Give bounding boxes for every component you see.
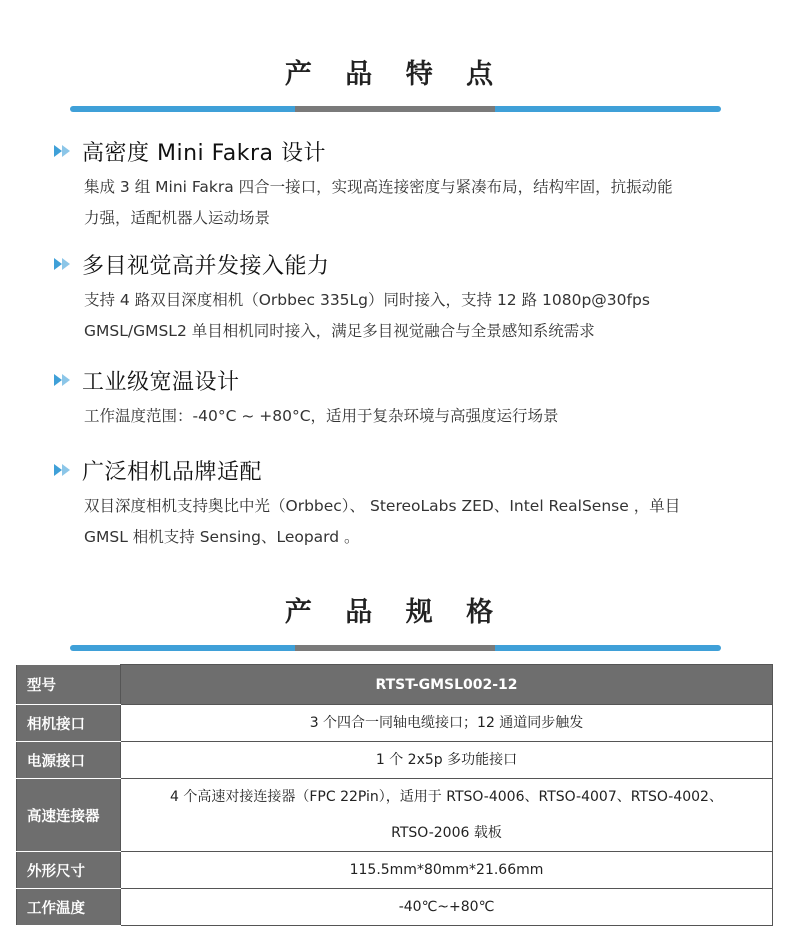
table-row	[17, 889, 773, 926]
feature-item	[54, 365, 744, 432]
table-row	[17, 705, 773, 742]
feature-title: 多目视觉高并发接入能力	[82, 253, 330, 279]
spec-value: -40℃~+80℃	[121, 889, 773, 926]
spec-table	[16, 664, 773, 926]
table-row	[17, 779, 773, 852]
feature-description: 支持 4 路双目深度相机（Orbbec 335Lg）同时接入，支持 12 路 1080p@30fps GMSL/GMSL2 单目相机同时接入，满足多目视觉融合与全景感知系统需求	[84, 291, 650, 340]
specs-title: 产 品 规 格	[284, 597, 506, 628]
feature-item	[54, 249, 744, 347]
spec-label: 高速连接器	[17, 779, 121, 852]
double-arrow-icon	[54, 145, 72, 157]
features-title-underline	[70, 106, 721, 112]
table-row	[17, 665, 773, 705]
spec-value: 3 个四合一同轴电缆接口；12 通道同步触发	[121, 705, 773, 742]
feature-description: 集成 3 组 Mini Fakra 四合一接口，实现高连接密度与紧凑布局，结构牢固，抗振动能 力强，适配机器人运动场景	[84, 178, 673, 227]
table-row	[17, 742, 773, 779]
spec-label: 工作温度	[17, 889, 121, 926]
feature-description: 双目深度相机支持奥比中光（Orbbec）、 StereoLabs ZED、Intel RealSense ，单目 GMSL 相机支持 Sensing、Leopard 。	[84, 497, 681, 546]
spec-label: 外形尺寸	[17, 852, 121, 889]
feature-title: 高密度 Mini Fakra 设计	[82, 140, 327, 166]
double-arrow-icon	[54, 374, 72, 386]
spec-value: 1 个 2x5p 多功能接口	[121, 742, 773, 779]
feature-title: 广泛相机品牌适配	[82, 459, 263, 485]
spec-label: 相机接口	[17, 705, 121, 742]
spec-value: 4 个高速对接连接器（FPC 22Pin），适用于 RTSO-4006、RTSO-4007、RTSO-4002、 RTSO-2006 载板	[121, 779, 773, 852]
feature-title: 工业级宽温设计	[82, 369, 240, 395]
spec-value: RTST-GMSL002-12	[121, 665, 773, 705]
features-title: 产 品 特 点	[284, 59, 506, 90]
feature-description: 工作温度范围：-40°C ~ +80°C，适用于复杂环境与高强度运行场景	[84, 407, 559, 425]
double-arrow-icon	[54, 464, 72, 476]
spec-label: 型号	[17, 665, 121, 705]
specs-title-underline	[70, 645, 721, 651]
table-row	[17, 852, 773, 889]
spec-value: 115.5mm*80mm*21.66mm	[121, 852, 773, 889]
double-arrow-icon	[54, 258, 72, 270]
spec-label: 电源接口	[17, 742, 121, 779]
feature-item	[54, 136, 744, 234]
feature-item	[54, 455, 744, 553]
